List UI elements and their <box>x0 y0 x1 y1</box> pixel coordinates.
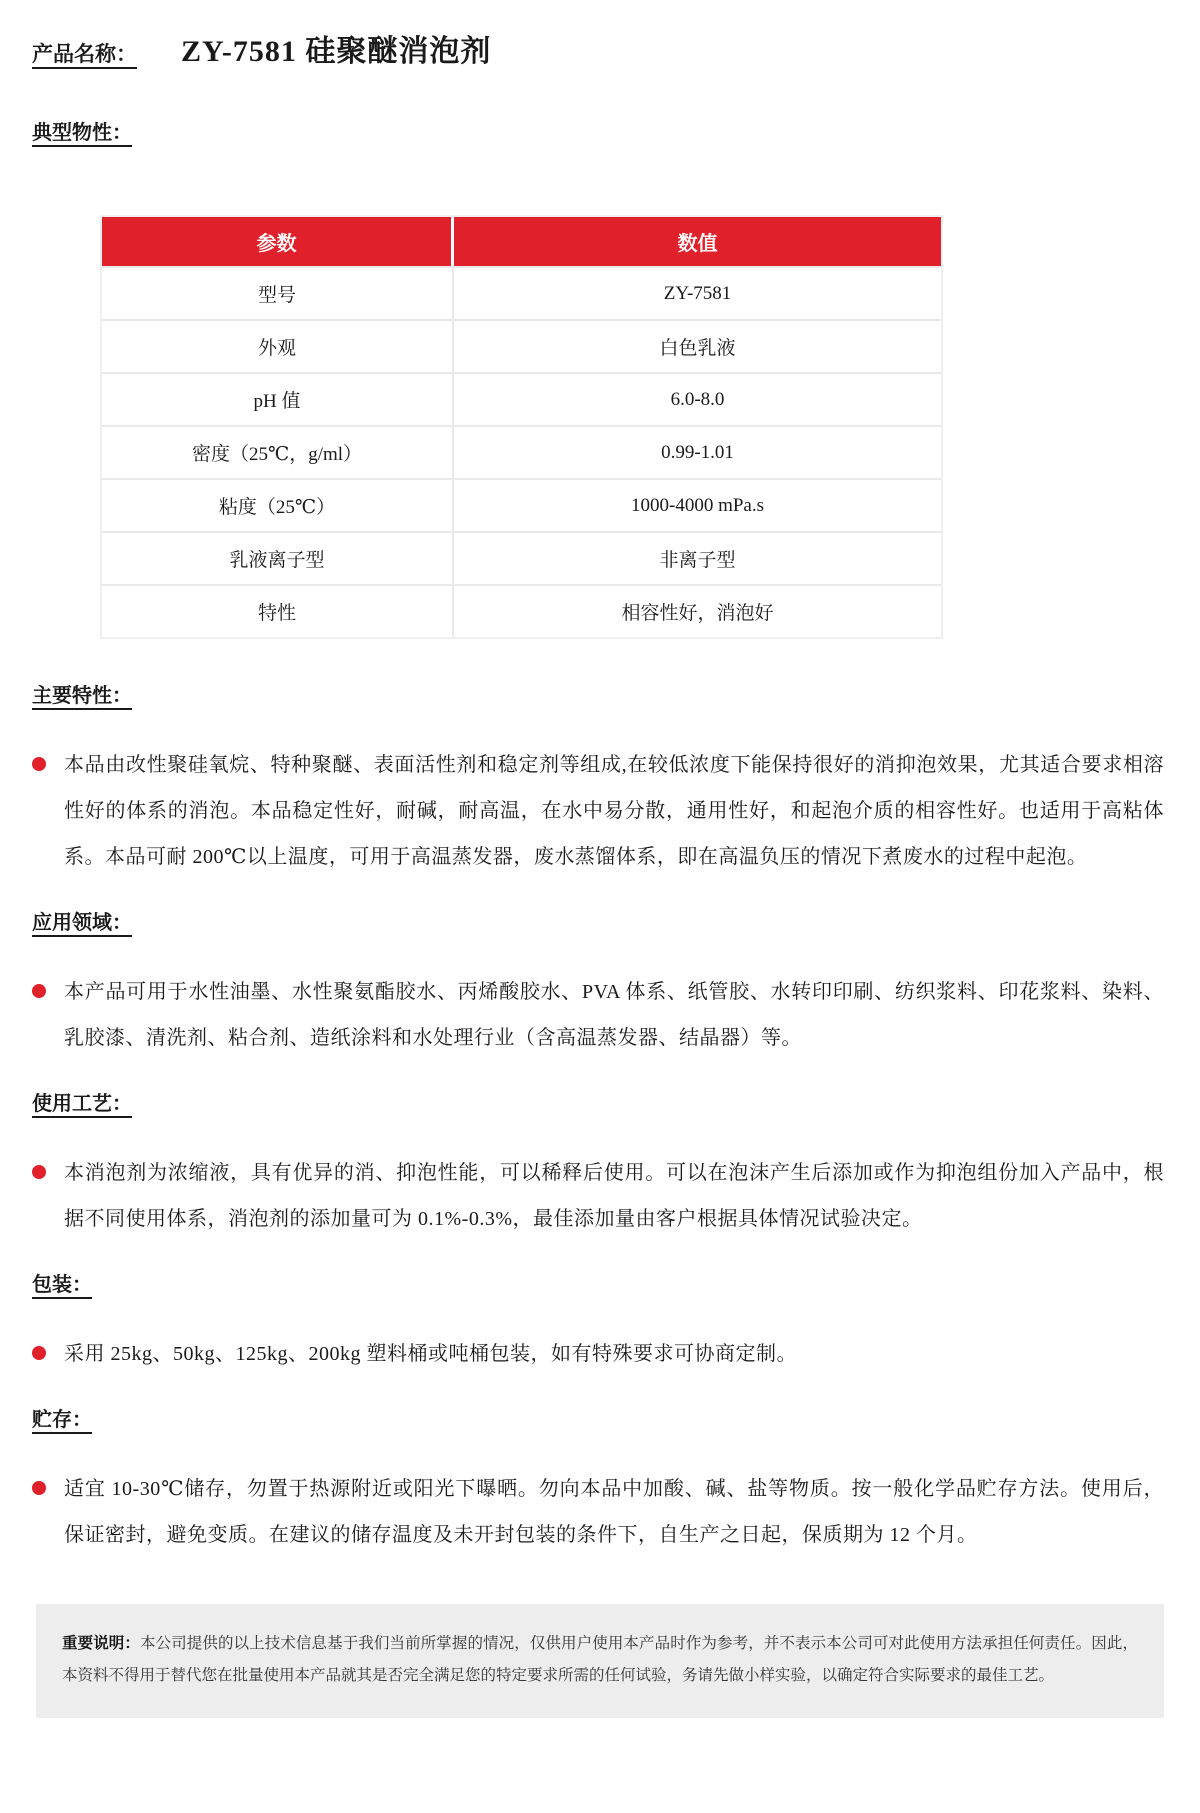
table-row <box>102 584 941 637</box>
table-row <box>102 531 941 584</box>
list-item <box>32 969 1168 1061</box>
bullet-dot-icon <box>32 984 46 998</box>
bullet-text: 采用 25kg、50kg、125kg、200kg 塑料桶或吨桶包装，如有特殊要求可协商定制。 <box>64 1343 797 1365</box>
section-heading-usage-process: 使用工艺： <box>32 1093 132 1115</box>
important-note-box <box>36 1604 1164 1718</box>
param-cell: 外观 <box>102 321 454 372</box>
important-note-text: 本公司提供的以上技术信息基于我们当前所掌握的情况，仅供用户使用本产品时作为参考，并不表示本公司可对此使用方法承担任何责任。因此，本资料不得用于替代您在批量使用本产品就其是否完全满足您的特定要求所需的任何试验，务请先做小样实验，以确定符合实际要求的最佳工艺。 <box>62 1635 1138 1684</box>
value-cell: 6.0-8.0 <box>670 388 725 410</box>
bullet-text: 本消泡剂为浓缩液，具有优异的消、抑泡性能，可以稀释后使用。可以在泡沫产生后添加或作为抑泡组份加入产品中，根据不同使用体系，消泡剂的添加量可为 0.1%-0.3%，最佳添加量由客户根据具体情况试验决定。 <box>64 1162 1164 1230</box>
section-heading-storage: 贮存： <box>32 1409 92 1431</box>
title-row <box>32 26 1168 70</box>
param-cell: 乳液离子型 <box>102 533 454 584</box>
section-heading-applications: 应用领域： <box>32 912 132 934</box>
list-item <box>32 1466 1168 1558</box>
value-cell: 相容性好，消泡好 <box>621 603 774 624</box>
bullet-text: 本品由改性聚硅氧烷、特种聚醚、表面活性剂和稳定剂等组成,在较低浓度下能保持很好的消抑泡效果，尤其适合要求相溶性好的体系的消泡。本品稳定性好，耐碱，耐高温，在水中易分散，通用性好，和起泡介质的相容性好。也适用于高粘体系。本品可耐 200℃以上温度，可用于高温蒸发器，废水蒸馏体系，即在高温负压的情况下煮废水的过程中起泡。 <box>64 754 1164 868</box>
section-heading-main-features: 主要特性： <box>32 685 132 707</box>
section-packaging <box>32 1268 1168 1377</box>
table-row <box>102 319 941 372</box>
param-cell: pH 值 <box>102 374 454 425</box>
value-cell: 0.99-1.01 <box>661 441 734 463</box>
value-cell: ZY-7581 <box>663 282 732 304</box>
param-cell: 粘度（25℃） <box>102 480 454 531</box>
param-cell: 型号 <box>102 268 454 319</box>
bullet-dot-icon <box>32 1481 46 1495</box>
section-typical-properties <box>32 116 1168 639</box>
important-note-label: 重要说明： <box>62 1635 140 1652</box>
list-item <box>32 1150 1168 1242</box>
param-cell: 特性 <box>102 586 454 637</box>
section-heading-typical-properties: 典型物性： <box>32 122 132 144</box>
spec-table-header-value: 数值 <box>454 217 941 266</box>
spec-table-header-row <box>102 217 941 266</box>
table-row <box>102 478 941 531</box>
table-row <box>102 266 941 319</box>
value-cell: 白色乳液 <box>659 338 736 359</box>
section-main-features <box>32 679 1168 880</box>
table-row <box>102 372 941 425</box>
bullet-dot-icon <box>32 1346 46 1360</box>
section-storage <box>32 1403 1168 1558</box>
value-cell: 非离子型 <box>659 550 736 571</box>
table-row <box>102 425 941 478</box>
list-item <box>32 742 1168 880</box>
list-item <box>32 1331 1168 1377</box>
bullet-text: 适宜 10-30℃储存，勿置于热源附近或阳光下曝晒。勿向本品中加酸、碱、盐等物质。按一般化学品贮存方法。使用后，保证密封，避免变质。在建议的储存温度及未开封包装的条件下，自生产之日起，保质期为 12 个月。 <box>64 1478 1164 1546</box>
spec-table-header-param: 参数 <box>102 217 454 266</box>
page-title: ZY-7581 硅聚醚消泡剂 <box>181 35 492 68</box>
product-name-label: 产品名称： <box>32 42 137 66</box>
bullet-dot-icon <box>32 1165 46 1179</box>
value-cell: 1000-4000 mPa.s <box>631 494 764 516</box>
section-heading-packaging: 包装： <box>32 1274 92 1296</box>
bullet-text: 本产品可用于水性油墨、水性聚氨酯胶水、丙烯酸胶水、PVA 体系、纸管胶、水转印印刷、纺织浆料、印花浆料、染料、乳胶漆、清洗剂、粘合剂、造纸涂料和水处理行业（含高温蒸发器、结晶器）等。 <box>64 981 1164 1049</box>
bullet-dot-icon <box>32 757 46 771</box>
section-applications <box>32 906 1168 1061</box>
param-cell: 密度（25℃，g/ml） <box>102 427 454 478</box>
section-usage-process <box>32 1087 1168 1242</box>
spec-table <box>100 215 943 639</box>
